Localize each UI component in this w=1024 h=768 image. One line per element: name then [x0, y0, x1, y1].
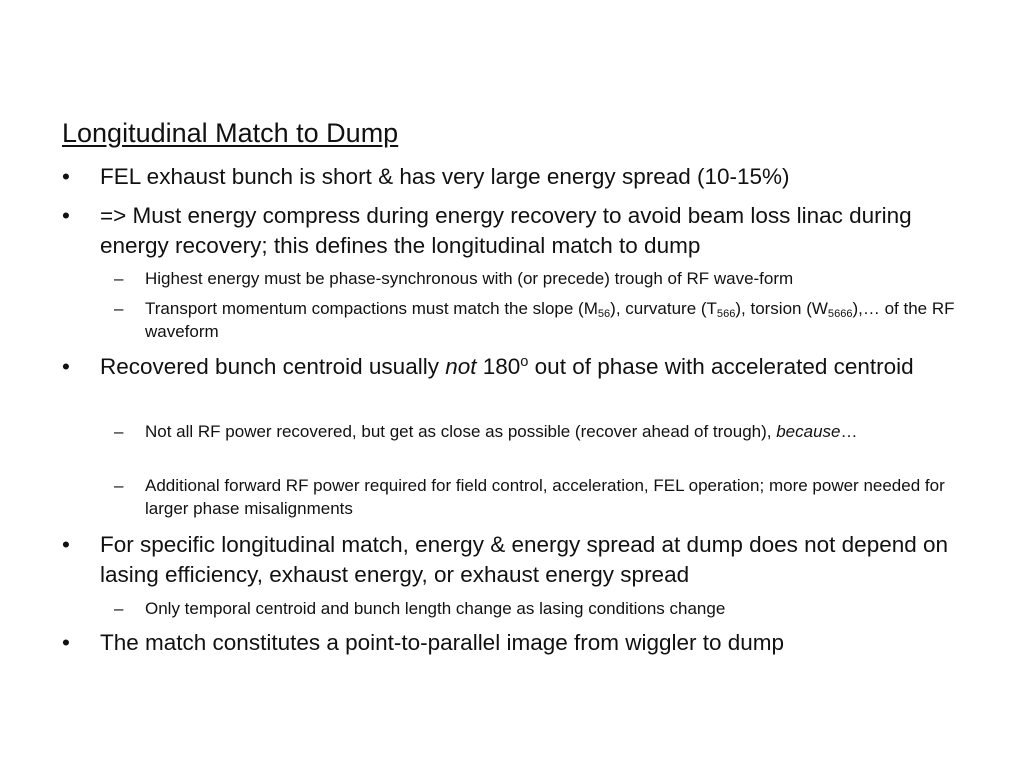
- text-run: Not all RF power recovered, but get as close as possible (recover ahead of trough),: [145, 422, 777, 441]
- bullet-item: [62, 352, 962, 382]
- sub-bullet-text: [145, 420, 964, 443]
- emphasis-text: not: [445, 354, 477, 379]
- text-run: ), torsion (W: [735, 299, 828, 318]
- sub-bullet-text: [145, 297, 964, 343]
- subscript: 566: [716, 307, 736, 320]
- bullet-icon: •: [62, 532, 70, 557]
- subscript: 56: [597, 307, 611, 320]
- slide-heading: Longitudinal Match to Dump: [62, 118, 399, 148]
- text-run: ), curvature (T: [610, 299, 717, 318]
- text-run: ),… of the RF waveform: [145, 299, 955, 341]
- bullet-icon: •: [62, 164, 70, 189]
- dash-icon: –: [114, 422, 124, 441]
- text-run: Recovered bunch centroid usually: [100, 354, 446, 379]
- sub-bullet-item: [114, 474, 964, 520]
- bullet-icon: •: [62, 203, 70, 228]
- superscript: o: [520, 353, 529, 370]
- sub-bullet-text: Highest energy must be phase-synchronous with (or precede) trough of RF wave-form: [145, 269, 794, 288]
- dash-icon: –: [114, 476, 124, 495]
- dash-icon: –: [114, 299, 124, 318]
- bullet-icon: •: [62, 630, 70, 655]
- bullet-text: For specific longitudinal match, energy & energy spread at dump does not depend on lasing efficiency, exhaust energy, or exhaust energy spread: [100, 532, 949, 587]
- bullet-item: [62, 628, 962, 658]
- dash-icon: –: [114, 269, 124, 288]
- sub-bullet-text: Additional forward RF power required for field control, acceleration, FEL operation; more power needed for larger phase misalignments: [145, 476, 945, 518]
- sub-bullet-item: [114, 267, 964, 290]
- bullet-text: The match constitutes a point-to-parallel image from wiggler to dump: [100, 630, 785, 655]
- sub-bullet-item: [114, 597, 964, 620]
- text-run: Transport momentum compactions must match the slope (M: [145, 299, 598, 318]
- bullet-text: [100, 352, 962, 382]
- bullet-text: => Must energy compress during energy recovery to avoid beam loss linac during energy recovery; this defines the longitudinal match to dump: [100, 203, 912, 258]
- sub-bullet-item: [114, 420, 964, 443]
- bullet-icon: •: [62, 354, 70, 379]
- dash-icon: –: [114, 599, 124, 618]
- text-run: out of phase with accelerated centroid: [528, 354, 914, 379]
- bullet-item: [62, 201, 962, 261]
- bullet-item: [62, 530, 962, 590]
- bullet-text: FEL exhaust bunch is short & has very large energy spread (10-15%): [100, 164, 790, 189]
- sub-bullet-item: [114, 297, 964, 343]
- emphasis-text: because: [776, 422, 841, 441]
- text-run: 180: [476, 354, 521, 379]
- sub-bullet-text: Only temporal centroid and bunch length change as lasing conditions change: [145, 599, 726, 618]
- text-run: …: [840, 422, 858, 441]
- bullet-item: [62, 162, 962, 192]
- subscript: 5666: [827, 307, 853, 320]
